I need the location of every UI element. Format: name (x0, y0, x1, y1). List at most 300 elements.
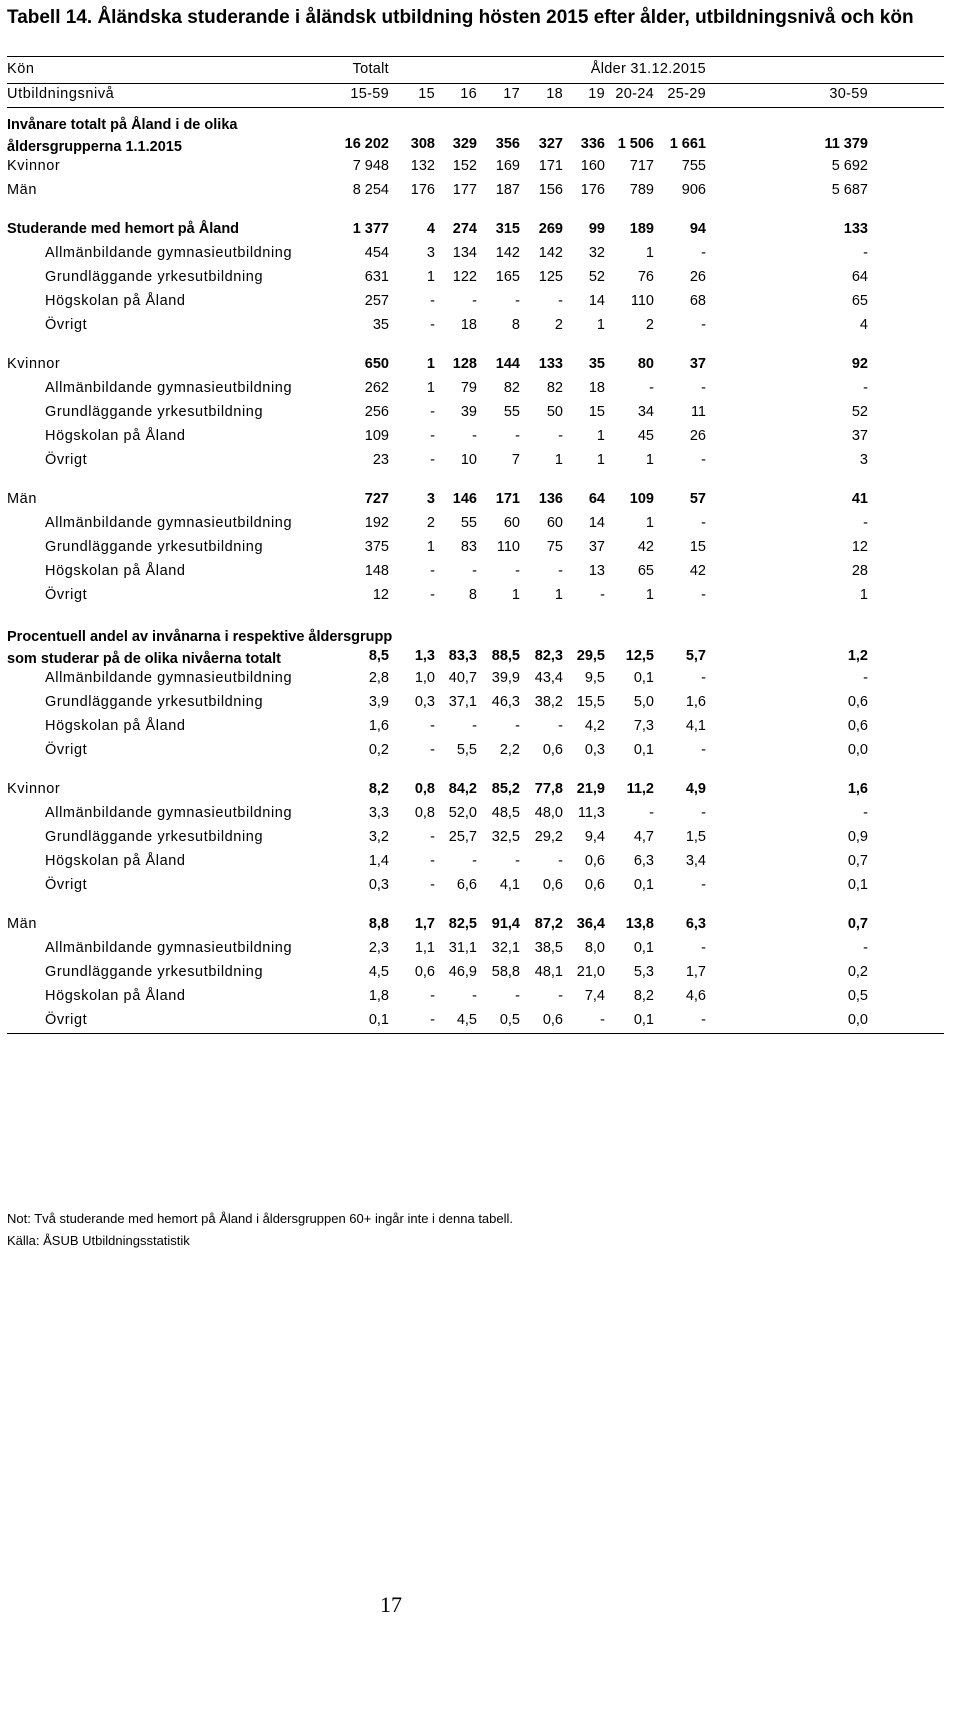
table-cell: 7,4 (584, 988, 605, 1004)
table-cell: - (701, 515, 706, 531)
table-cell: 12 (372, 587, 389, 603)
table-cell: 906 (681, 182, 706, 198)
table-cell: 35 (588, 356, 605, 372)
table-cell: 21,9 (576, 781, 605, 797)
table-cell: 7 (511, 452, 520, 468)
table-cell: 37 (851, 428, 868, 444)
table-cell: 329 (452, 136, 477, 152)
table-cell: 1,6 (368, 718, 389, 734)
table-row (0, 426, 960, 450)
table-row (0, 537, 960, 561)
table-cell: 1 (426, 539, 435, 555)
row-label: Högskolan på Åland (45, 428, 186, 444)
table-cell: 2,8 (368, 670, 389, 686)
table-cell: - (430, 1012, 435, 1028)
table-cell: 0,7 (847, 916, 868, 932)
table-cell: 0,1 (633, 1012, 654, 1028)
table-cell: - (701, 877, 706, 893)
table-cell: - (515, 853, 520, 869)
table-cell: 39 (460, 404, 477, 420)
table-row (0, 986, 960, 1010)
row-label: Studerande med hemort på Åland (7, 221, 240, 237)
table-cell: 48,1 (534, 964, 563, 980)
table-cell: 15 (588, 404, 605, 420)
table-cell: 26 (689, 428, 706, 444)
table-cell: 4,7 (633, 829, 654, 845)
table-cell: 631 (364, 269, 389, 285)
table-cell: 156 (538, 182, 563, 198)
table-row (0, 740, 960, 764)
table-cell: 18 (460, 317, 477, 333)
table-cell: - (430, 718, 435, 734)
table-cell: 16 202 (344, 136, 389, 152)
table-cell: - (600, 1012, 605, 1028)
table-cell: 110 (630, 293, 654, 309)
table-cell: 82 (503, 380, 520, 396)
header-col: 18 (546, 86, 563, 102)
table-row (0, 291, 960, 315)
table-cell: 1 (554, 587, 563, 603)
table-cell: 48,0 (534, 805, 563, 821)
table-cell: 38,5 (534, 940, 563, 956)
header-bottom-rule (7, 107, 944, 108)
table-cell: 21,0 (576, 964, 605, 980)
table-row (0, 827, 960, 851)
table-row (0, 180, 960, 204)
table-cell: 8 (468, 587, 477, 603)
table-cell: 60 (503, 515, 520, 531)
table-cell: 1,4 (368, 853, 389, 869)
row-label: Högskolan på Åland (45, 563, 186, 579)
table-cell: 18 (588, 380, 605, 396)
table-cell: - (430, 317, 435, 333)
table-cell: 82,5 (448, 916, 477, 932)
table-cell: 327 (538, 136, 563, 152)
table-cell: 0,2 (847, 964, 868, 980)
table-cell: - (649, 805, 654, 821)
row-label: Högskolan på Åland (45, 988, 186, 1004)
table-cell: 42 (689, 563, 706, 579)
table-cell: 0,5 (499, 1012, 520, 1028)
table-cell: 11 (690, 404, 706, 420)
table-cell: 29,2 (534, 829, 563, 845)
header-col: 19 (588, 86, 605, 102)
table-cell: 28 (851, 563, 868, 579)
row-label: Övrigt (45, 877, 88, 893)
table-cell: 109 (364, 428, 389, 444)
table-cell: 187 (495, 182, 520, 198)
table-cell: 1 (426, 356, 435, 372)
table-cell: 0,7 (847, 853, 868, 869)
row-label: Kvinnor (7, 158, 61, 174)
table-cell: 12 (851, 539, 868, 555)
table-cell: 8,5 (368, 648, 389, 664)
table-cell: - (430, 742, 435, 758)
table-cell: 0,5 (847, 988, 868, 1004)
table-cell: 171 (495, 491, 520, 507)
row-label: Högskolan på Åland (45, 853, 186, 869)
table-cell: 152 (452, 158, 477, 174)
table-cell: 132 (410, 158, 435, 174)
table-cell: 2 (426, 515, 435, 531)
table-cell: 454 (364, 245, 389, 261)
table-cell: 38,2 (534, 694, 563, 710)
table-cell: 6,6 (456, 877, 477, 893)
table-cell: 0,9 (847, 829, 868, 845)
table-cell: - (472, 853, 477, 869)
table-cell: - (863, 805, 868, 821)
row-label: Allmänbildande gymnasieutbildning (45, 380, 293, 396)
table-cell: 0,2 (368, 742, 389, 758)
table-cell: 48,5 (491, 805, 520, 821)
table-cell: 133 (843, 221, 868, 237)
table-cell: 15,5 (576, 694, 605, 710)
table-cell: 0,6 (584, 877, 605, 893)
table-cell: 0,6 (414, 964, 435, 980)
table-cell: - (649, 380, 654, 396)
table-cell: 11,2 (626, 781, 654, 797)
table-cell: 7,3 (633, 718, 654, 734)
table-cell: 4,9 (685, 781, 706, 797)
table-cell: 8 254 (352, 182, 389, 198)
table-cell: 1,7 (414, 916, 435, 932)
table-cell: - (430, 877, 435, 893)
table-cell: 34 (637, 404, 654, 420)
table-cell: 60 (546, 515, 563, 531)
table-cell: - (430, 293, 435, 309)
table-cell: 1 (426, 380, 435, 396)
table-row (0, 803, 960, 827)
table-cell: - (558, 293, 563, 309)
table-cell: 5 692 (831, 158, 868, 174)
row-header-line: som studerar på de olika nivåerna totalt (7, 651, 281, 667)
table-cell: 165 (495, 269, 520, 285)
table-cell: 9,5 (584, 670, 605, 686)
header-col: 30-59 (829, 86, 868, 102)
table-cell: 2 (554, 317, 563, 333)
row-label: Grundläggande yrkesutbildning (45, 404, 264, 420)
table-cell: - (701, 452, 706, 468)
table-cell: 1 (645, 515, 654, 531)
row-label: Män (7, 916, 38, 932)
table-cell: 91,4 (491, 916, 520, 932)
table-cell: 0,1 (633, 877, 654, 893)
table-cell: 4,5 (368, 964, 389, 980)
table-cell: - (515, 718, 520, 734)
header-alder: Ålder 31.12.2015 (590, 61, 706, 77)
table-row (0, 561, 960, 585)
table-cell: 37 (689, 356, 706, 372)
row-header-line: åldersgrupperna 1.1.2015 (7, 139, 182, 155)
table-cell: 82,3 (534, 648, 563, 664)
table-cell: 8,0 (584, 940, 605, 956)
table-cell: - (472, 718, 477, 734)
table-cell: 128 (452, 356, 477, 372)
header-row-1 (0, 59, 960, 83)
table-cell: 1 (596, 452, 605, 468)
table-cell: 43,4 (534, 670, 563, 686)
table-cell: 1 (645, 587, 654, 603)
table-cell: 14 (588, 293, 605, 309)
table-cell: 176 (580, 182, 605, 198)
table-cell: 336 (580, 136, 605, 152)
table-cell: 7 948 (352, 158, 389, 174)
table-row (0, 402, 960, 426)
table-row (0, 450, 960, 474)
table-cell: - (600, 587, 605, 603)
table-row (0, 315, 960, 339)
table-cell: 8,2 (633, 988, 654, 1004)
table-cell: 1,6 (685, 694, 706, 710)
table-cell: 0,3 (414, 694, 435, 710)
table-cell: 257 (364, 293, 389, 309)
table-cell: - (472, 563, 477, 579)
table-cell: - (515, 988, 520, 1004)
row-label: Övrigt (45, 317, 88, 333)
row-label: Kvinnor (7, 781, 61, 797)
table-cell: 160 (580, 158, 605, 174)
table-cell: 52 (851, 404, 868, 420)
table-cell: 0,6 (847, 694, 868, 710)
table-cell: 13 (588, 563, 605, 579)
table-cell: 5,0 (633, 694, 654, 710)
table-cell: 76 (637, 269, 654, 285)
table-row (0, 354, 960, 378)
table-cell: 46,9 (448, 964, 477, 980)
table-cell: 6,3 (685, 916, 706, 932)
header-col: 20-24 (615, 86, 654, 102)
table-cell: 1 (645, 245, 654, 261)
table-cell: 0,3 (584, 742, 605, 758)
table-cell: 31,1 (448, 940, 477, 956)
table-bottom-rule (7, 1033, 944, 1034)
table-cell: 4 (426, 221, 435, 237)
table-cell: 0,6 (542, 1012, 563, 1028)
table-cell: 1 (645, 452, 654, 468)
table-cell: 0,1 (633, 940, 654, 956)
table-row (0, 914, 960, 938)
table-cell: 4,1 (499, 877, 520, 893)
table-cell: 26 (689, 269, 706, 285)
table-cell: 29,5 (576, 648, 605, 664)
table-cell: 0,0 (847, 742, 868, 758)
table-cell: 64 (588, 491, 605, 507)
table-cell: 2 (645, 317, 654, 333)
row-label: Grundläggande yrkesutbildning (45, 694, 264, 710)
table-cell: 1,2 (847, 648, 868, 664)
table-title: Tabell 14. Åländska studerande i åländsk utbildning hösten 2015 efter ålder, utbildningsnivå och kön (7, 7, 914, 28)
table-cell: - (701, 587, 706, 603)
table-cell: 4,1 (685, 718, 706, 734)
table-cell: 256 (364, 404, 389, 420)
table-cell: 136 (538, 491, 563, 507)
table-cell: 171 (538, 158, 563, 174)
page-number: 17 (380, 1592, 402, 1617)
table-cell: 125 (538, 269, 563, 285)
header-top-rule (7, 56, 944, 57)
table-row (0, 668, 960, 692)
table-cell: 1 506 (617, 136, 654, 152)
table-cell: 94 (689, 221, 706, 237)
table-cell: 1 (426, 269, 435, 285)
table-cell: 1 (511, 587, 520, 603)
table-cell: 146 (452, 491, 477, 507)
table-row (0, 875, 960, 899)
table-cell: 12,5 (625, 648, 654, 664)
table-cell: 4,2 (584, 718, 605, 734)
table-cell: 3,3 (368, 805, 389, 821)
table-cell: 82 (546, 380, 563, 396)
table-cell: 1,5 (685, 829, 706, 845)
table-cell: 14 (588, 515, 605, 531)
table-cell: 41 (851, 491, 868, 507)
table-cell: 148 (364, 563, 389, 579)
table-cell: 789 (629, 182, 654, 198)
table-cell: 315 (495, 221, 520, 237)
table-cell: 2,2 (499, 742, 520, 758)
table-row (0, 585, 960, 609)
table-cell: 2,3 (368, 940, 389, 956)
row-label: Allmänbildande gymnasieutbildning (45, 515, 293, 531)
table-row (0, 134, 960, 158)
table-cell: 1,7 (685, 964, 706, 980)
table-cell: 55 (503, 404, 520, 420)
table-cell: - (558, 428, 563, 444)
table-row (0, 646, 960, 670)
table-cell: 375 (364, 539, 389, 555)
table-cell: - (515, 428, 520, 444)
table-row (0, 267, 960, 291)
table-cell: 3,9 (368, 694, 389, 710)
row-label: Högskolan på Åland (45, 293, 186, 309)
row-label: Allmänbildande gymnasieutbildning (45, 940, 293, 956)
table-cell: 144 (495, 356, 520, 372)
table-cell: 87,2 (534, 916, 563, 932)
table-cell: 1 661 (669, 136, 706, 152)
table-cell: 10 (460, 452, 477, 468)
table-cell: - (863, 940, 868, 956)
table-cell: 3 (426, 491, 435, 507)
header-col: 15 (418, 86, 435, 102)
table-cell: 15 (689, 539, 706, 555)
header-col: 25-29 (667, 86, 706, 102)
table-cell: - (558, 563, 563, 579)
table-cell: 274 (452, 221, 477, 237)
table-cell: 5,3 (633, 964, 654, 980)
table-cell: 83,3 (448, 648, 477, 664)
row-label: Kvinnor (7, 356, 61, 372)
header-utbildningsniva: Utbildningsnivå (7, 86, 115, 102)
table-cell: 717 (629, 158, 654, 174)
table-cell: 9,4 (584, 829, 605, 845)
table-cell: 1,3 (414, 648, 435, 664)
header-totalt: Totalt (352, 61, 389, 77)
table-cell: 23 (372, 452, 389, 468)
table-cell: 1,0 (414, 670, 435, 686)
table-cell: 0,1 (633, 670, 654, 686)
table-cell: 1 (596, 317, 605, 333)
table-row (0, 489, 960, 513)
table-cell: - (472, 988, 477, 1004)
row-label: Grundläggande yrkesutbildning (45, 269, 264, 285)
table-cell: - (430, 988, 435, 1004)
table-cell: 36,4 (576, 916, 605, 932)
table-row (0, 513, 960, 537)
row-label: Män (7, 491, 38, 507)
footnote: Not: Två studerande med hemort på Åland i åldersgruppen 60+ ingår inte i denna tabell. (7, 1211, 514, 1226)
table-cell: 75 (546, 539, 563, 555)
table-cell: 142 (495, 245, 520, 261)
table-cell: - (472, 293, 477, 309)
table-cell: 133 (538, 356, 563, 372)
table-cell: - (430, 587, 435, 603)
table-row (0, 938, 960, 962)
table-cell: 13,8 (625, 916, 654, 932)
table-cell: - (701, 380, 706, 396)
table-cell: 1 (554, 452, 563, 468)
table-cell: 32,1 (491, 940, 520, 956)
table-cell: - (430, 563, 435, 579)
table-cell: 4,5 (456, 1012, 477, 1028)
table-cell: - (701, 742, 706, 758)
header-row-2 (0, 84, 960, 108)
table-cell: 83 (460, 539, 477, 555)
table-cell: 262 (364, 380, 389, 396)
table-cell: 88,5 (491, 648, 520, 664)
table-cell: 0,1 (847, 877, 868, 893)
table-cell: 142 (538, 245, 563, 261)
table-cell: 58,8 (491, 964, 520, 980)
table-cell: 4 (859, 317, 868, 333)
table-cell: 80 (637, 356, 654, 372)
table-cell: 46,3 (491, 694, 520, 710)
table-cell: 5 687 (831, 182, 868, 198)
table-cell: - (863, 670, 868, 686)
table-cell: 11 379 (824, 136, 868, 152)
table-cell: - (430, 428, 435, 444)
table-cell: 52,0 (448, 805, 477, 821)
table-cell: 68 (689, 293, 706, 309)
table-cell: 0,6 (847, 718, 868, 734)
table-cell: - (863, 245, 868, 261)
table-row (0, 219, 960, 243)
table-cell: 25,7 (448, 829, 477, 845)
table-cell: 39,9 (491, 670, 520, 686)
table-cell: 8 (511, 317, 520, 333)
table-cell: 650 (364, 356, 389, 372)
table-cell: 1,6 (847, 781, 868, 797)
table-cell: - (558, 718, 563, 734)
table-cell: - (430, 404, 435, 420)
table-cell: 0,6 (542, 742, 563, 758)
table-cell: 755 (681, 158, 706, 174)
table-row (0, 1010, 960, 1034)
table-cell: - (701, 317, 706, 333)
table-cell: 1,8 (368, 988, 389, 1004)
row-label: Högskolan på Åland (45, 718, 186, 734)
table-cell: 1 377 (352, 221, 389, 237)
row-label: Män (7, 182, 38, 198)
table-cell: 35 (372, 317, 389, 333)
table-row (0, 378, 960, 402)
table-cell: 55 (460, 515, 477, 531)
table-cell: 3 (426, 245, 435, 261)
table-cell: 50 (546, 404, 563, 420)
row-label: Grundläggande yrkesutbildning (45, 829, 264, 845)
table-cell: 1 (596, 428, 605, 444)
table-cell: - (863, 380, 868, 396)
table-row (0, 692, 960, 716)
